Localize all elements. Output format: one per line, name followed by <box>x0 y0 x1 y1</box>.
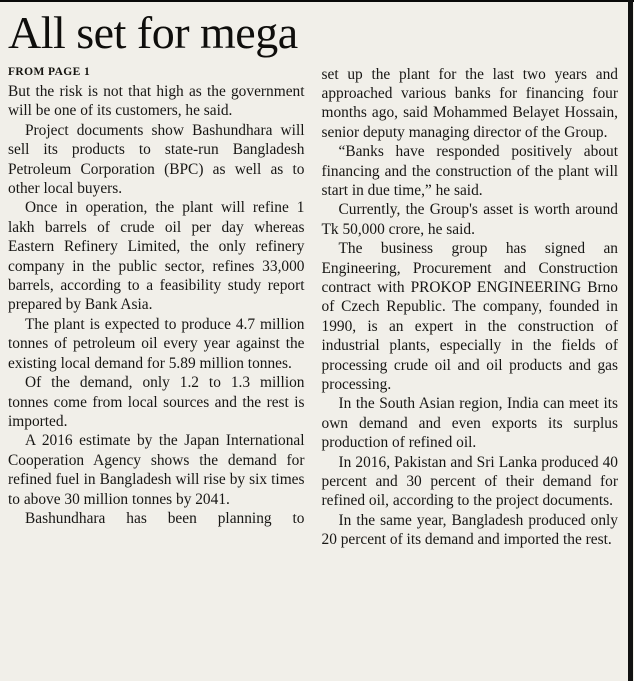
from-page-kicker: FROM PAGE 1 <box>8 65 91 78</box>
paragraph: Currently, the Group's asset is worth around Tk 50,000 crore, he said. <box>321 201 618 238</box>
right-column <box>322 65 619 550</box>
paragraph: Of the demand, only 1.2 to 1.3 million tonnes come from local sources and the rest is imported. <box>8 374 305 430</box>
article-headline: All set for mega <box>8 7 298 58</box>
paragraph: Once in operation, the plant will refine 1 lakh barrels of crude oil per day whereas Eastern Refinery Limited, the only refinery company in the public sector, refines 33,000 barrels, according to a feasibility study report prepared by Bank Asia. <box>8 199 305 314</box>
paragraph: In the same year, Bangladesh produced only 20 percent of its demand and imported the rest. <box>321 511 618 549</box>
left-column <box>8 65 305 550</box>
article-body <box>8 65 618 550</box>
column-rule <box>628 0 633 681</box>
top-rule <box>0 0 634 2</box>
paragraph: “Banks have responded positively about financing and the construction of the plant will start in due time,” he said. <box>321 143 618 199</box>
paragraph: set up the plant for the last two years and approached various banks for financing four months ago, said Mohammed Belayet Hossain, senior deputy managing director of the Group. <box>321 65 618 141</box>
paragraph: Bashundhara has been planning to <box>25 509 305 527</box>
paragraph: The business group has signed an Engineering, Procurement and Construction contract with PROKOP ENGINEERING Brno of Czech Republic. The company, founded in 1990, is an expert in the construction of industrial plants, especially in the fields of processing crude oil and oil products and gas processing. <box>321 240 618 394</box>
paragraph: In 2016, Pakistan and Sri Lanka produced 40 percent and 30 percent of their demand for refined oil, according to the project documents. <box>321 453 618 510</box>
paragraph: Project documents show Bashundhara will sell its products to state-run Bangladesh Petroleum Corporation (BPC) as well as to other local buyers. <box>8 121 305 198</box>
paragraph: A 2016 estimate by the Japan International Cooperation Agency shows the demand for refined fuel in Bangladesh will rise by six times to above 30 million tonnes by 2041. <box>8 432 305 508</box>
paragraph: But the risk is not that high as the government will be one of its customers, he said. <box>8 83 305 120</box>
paragraph: In the South Asian region, India can meet its own demand and even exports its surplus production of refined oil. <box>321 395 618 452</box>
paragraph: The plant is expected to produce 4.7 million tonnes of petroleum oil every year against the existing local demand for 5.89 million tonnes. <box>8 315 305 372</box>
